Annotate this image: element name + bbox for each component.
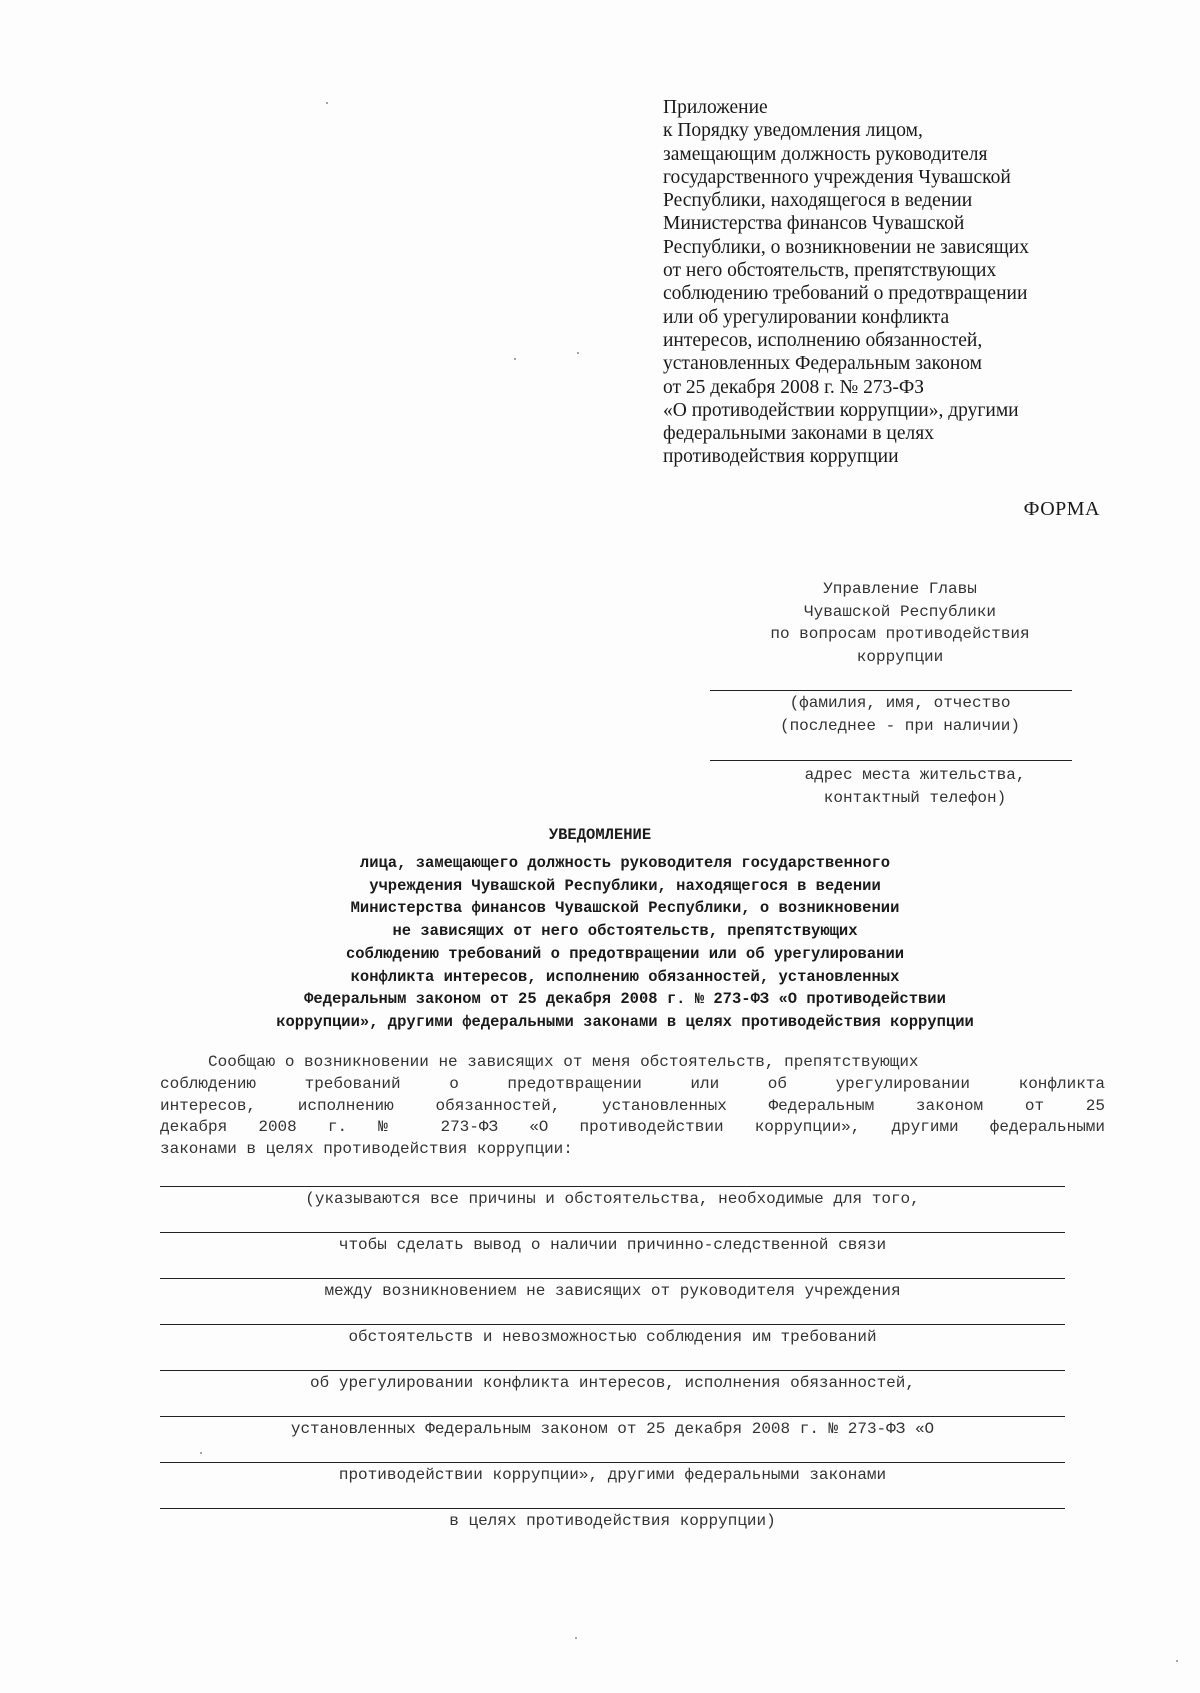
reason-fill-line bbox=[160, 1324, 1065, 1325]
subtitle-line: лица, замещающего должность руководителя государственного bbox=[359, 854, 891, 872]
appendix-line: противодействия коррупции bbox=[663, 446, 899, 468]
appendix-line: замещающим должность руководителя bbox=[663, 143, 988, 165]
reason-caption: об урегулировании конфликта интересов, исполнения обязанностей, bbox=[310, 1374, 915, 1392]
appendix-line: от 25 декабря 2008 г. № 273-ФЗ bbox=[663, 376, 925, 398]
scan-speck bbox=[575, 1637, 577, 1639]
appendix-line: «О противодействии коррупции», другими bbox=[663, 399, 1019, 421]
body-line: Сообщаю о возникновении не зависящих от меня обстоятельств, препятствующих bbox=[208, 1053, 919, 1071]
scan-speck bbox=[577, 352, 579, 354]
appendix-line: или об урегулировании конфликта bbox=[663, 306, 950, 328]
subtitle-line: конфликта интересов, исполнению обязанностей, установленных bbox=[350, 967, 900, 986]
address-fill-line bbox=[710, 760, 1072, 761]
address-caption: адрес места жительства, bbox=[804, 766, 1026, 784]
body-paragraph bbox=[160, 1052, 1105, 1161]
addressee-line: по вопросам противодействия bbox=[770, 625, 1030, 643]
appendix-header bbox=[663, 96, 1123, 469]
appendix-line: Приложение bbox=[663, 97, 768, 118]
fio-fill-line bbox=[710, 690, 1072, 691]
scan-speck bbox=[514, 358, 516, 360]
reason-fill-line bbox=[160, 1508, 1065, 1509]
scan-speck bbox=[326, 102, 328, 104]
body-line: интересов, исполнению обязанностей, установленных Федеральным законом от 25 bbox=[160, 1096, 1105, 1115]
reason-fill-line bbox=[160, 1186, 1065, 1187]
reason-caption: (указываются все причины и обстоятельства, необходимые для того, bbox=[305, 1190, 920, 1208]
body-line: декабря 2008 г. № 273-ФЗ «О противодействии коррупции», другими федеральными bbox=[160, 1118, 1105, 1137]
subtitle-line: не зависящих от него обстоятельств, препятствующих bbox=[392, 922, 858, 941]
appendix-line: соблюдению требований о предотвращении bbox=[663, 283, 1028, 305]
reason-caption: в целях противодействия коррупции) bbox=[449, 1512, 776, 1530]
reason-fill-line bbox=[160, 1278, 1065, 1279]
document-title: УВЕДОМЛЕНИЕ bbox=[548, 826, 652, 844]
reason-caption: установленных Федеральным законом от 25 декабря 2008 г. № 273-ФЗ «О bbox=[290, 1420, 935, 1438]
form-label: ФОРМА bbox=[1023, 498, 1100, 520]
subtitle-line: соблюдению требований о предотвращении или об урегулировании bbox=[345, 944, 905, 963]
reason-caption: между возникновением не зависящих от руководителя учреждения bbox=[324, 1282, 901, 1300]
addressee-line: Управление Главы bbox=[823, 580, 977, 598]
reason-fill-line bbox=[160, 1232, 1065, 1233]
address-caption: контактный телефон) bbox=[823, 789, 1007, 807]
appendix-line: федеральными законами в целях bbox=[663, 423, 934, 445]
appendix-line: Республики, находящегося в ведении bbox=[663, 190, 973, 212]
subtitle-line: Федеральным законом от 25 декабря 2008 г. № 273-ФЗ «О противодействии bbox=[304, 990, 946, 1009]
addressee-block bbox=[700, 578, 1100, 668]
appendix-line: к Порядку уведомления лицом, bbox=[663, 120, 923, 142]
appendix-line: Республики, о возникновении не зависящих bbox=[663, 236, 1029, 258]
body-line: законами в целях противодействия коррупции: bbox=[160, 1140, 573, 1159]
reason-caption: чтобы сделать вывод о наличии причинно-следственной связи bbox=[338, 1236, 887, 1254]
addressee-line: Чувашской Республики bbox=[803, 602, 997, 621]
reason-fill-line bbox=[160, 1462, 1065, 1463]
fio-caption: (фамилия, имя, отчество bbox=[789, 694, 1011, 712]
reason-fill-line bbox=[160, 1370, 1065, 1371]
document-subtitle bbox=[160, 852, 1090, 1034]
appendix-line: от него обстоятельств, препятствующих bbox=[663, 260, 997, 282]
appendix-line: интересов, исполнению обязанностей, bbox=[663, 329, 983, 351]
reason-caption: противодействии коррупции», другими федеральными законами bbox=[338, 1466, 887, 1484]
scan-speck bbox=[1176, 1660, 1178, 1662]
body-line: соблюдению требований о предотвращении или об урегулировании конфликта bbox=[160, 1074, 1105, 1093]
subtitle-line: учреждения Чувашской Республики, находящегося в ведении bbox=[369, 876, 881, 895]
reason-caption: обстоятельств и невозможностью соблюдения им требований bbox=[348, 1328, 877, 1346]
subtitle-line: Министерства финансов Чувашской Республики, о возникновении bbox=[350, 899, 900, 918]
scan-speck bbox=[200, 1452, 202, 1454]
appendix-line: установленных Федеральным законом bbox=[663, 353, 983, 375]
appendix-line: Министерства финансов Чувашской bbox=[663, 213, 965, 235]
reason-fill-line bbox=[160, 1416, 1065, 1417]
appendix-line: государственного учреждения Чувашской bbox=[663, 166, 1011, 188]
fio-caption: (последнее - при наличии) bbox=[779, 717, 1021, 735]
addressee-line: коррупции bbox=[856, 647, 944, 666]
subtitle-line: коррупции», другими федеральными законами в целях противодействия коррупции bbox=[276, 1012, 974, 1031]
